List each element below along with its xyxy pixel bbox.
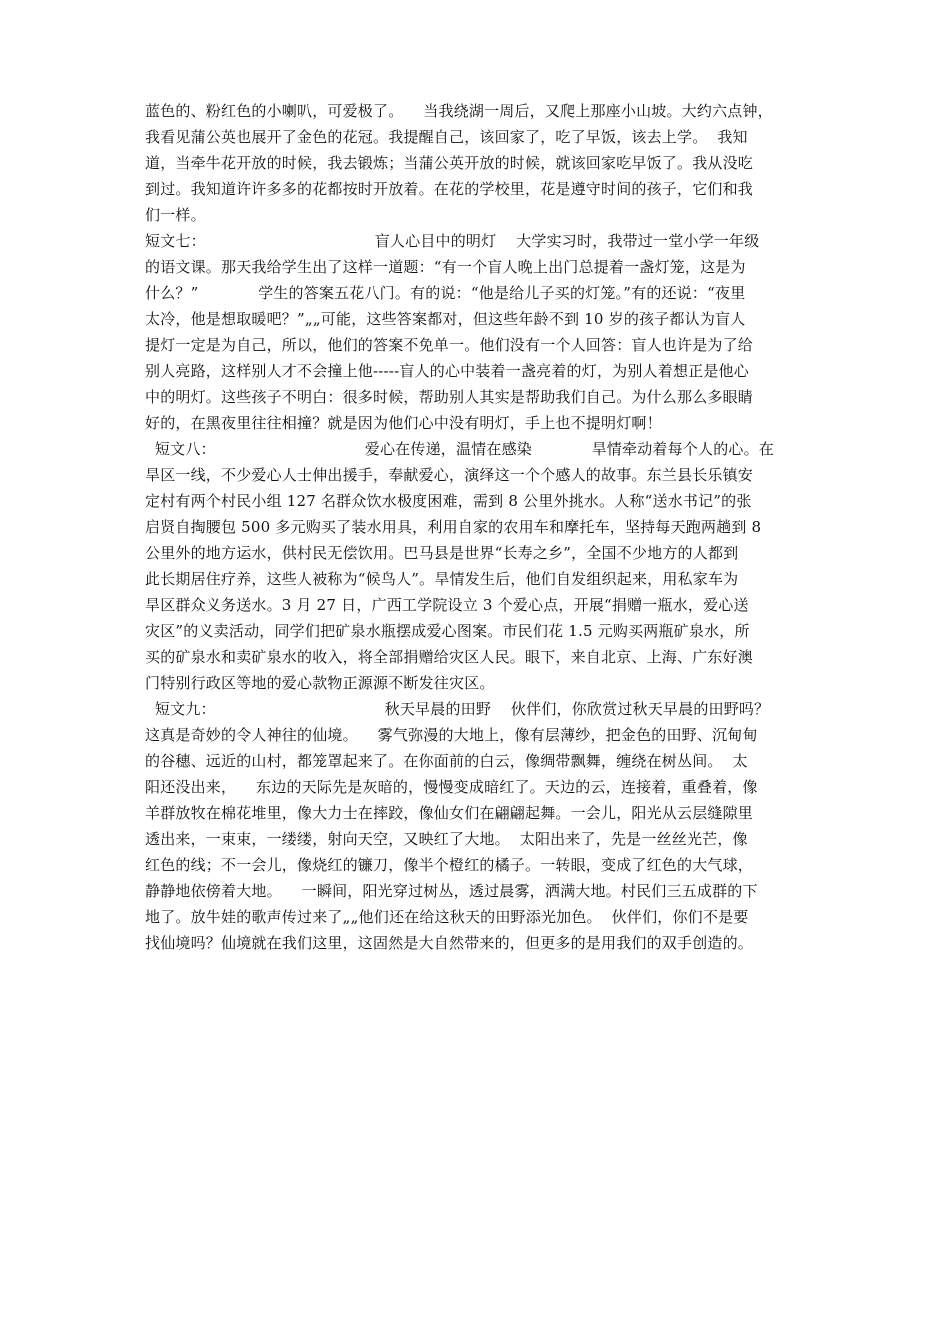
- text-line: 什么？” 学生的答案五花八门。有的说：“他是给儿子买的灯笼。”有的还说：“夜里: [145, 284, 746, 302]
- passage-heading-eight: 短文八： 爱心在传递，温情在感染 旱情牵动着每个人的心。在: [145, 440, 774, 458]
- text-line: 定村有两个村民小组 127 名群众饮水极度困难，需到 8 公里外挑水。人称“送水书记”的张: [145, 492, 752, 510]
- text-line: 到过。我知道许许多多的花都按时开放着。在花的学校里，花是遵守时间的孩子，它们和我: [145, 180, 754, 198]
- text-line: 中的明灯。这些孩子不明白：很多时候，帮助别人其实是帮助我们自己。为什么那么多眼睛: [145, 388, 754, 406]
- text-line: 启贤自掏腰包 500 多元购买了装水用具，利用自家的农用车和摩托车，坚持每天跑两趟到 8: [145, 518, 762, 536]
- text-line: 公里外的地方运水，供村民无偿饮用。巴马县是世界“长寿之乡”，全国不少地方的人都到: [145, 544, 739, 562]
- text-line: 阳还没出来， 东边的天际先是灰暗的，慢慢变成暗红了。天边的云，连接着，重叠着，像: [145, 778, 758, 796]
- text-line: 买的矿泉水和卖矿泉水的收入，将全部捐赠给灾区人民。眼下，来自北京、上海、广东好澳: [145, 648, 754, 666]
- text-line: 提灯一定是为自己，所以，他们的答案不免单一。他们没有一个人回答：盲人也许是为了给: [145, 336, 754, 354]
- text-line: 找仙境吗？仙境就在我们这里，这固然是大自然带来的，但更多的是用我们的双手创造的。: [145, 934, 754, 952]
- text-line: 们一样。: [145, 206, 206, 224]
- passage-heading-seven: 短文七： 盲人心目中的明灯 大学实习时，我带过一堂小学一年级: [145, 232, 760, 250]
- text-line: 我看见蒲公英也展开了金色的花冠。我提醒自己，该回家了，吃了早饭，该去上学。 我知: [145, 128, 748, 146]
- text-line: 这真是奇妙的令人神往的仙境。 雾气弥漫的大地上，像有层薄纱，把金色的田野、沉甸甸: [145, 726, 758, 744]
- text-line: 道，当牵牛花开放的时候，我去锻炼；当蒲公英开放的时候，就该回家吃早饭了。我从没吃: [145, 154, 754, 172]
- text-line: 地了。放牛娃的歌声传过来了„„他们还在给这秋天的田野添光加色。 伙伴们，你们不是要: [145, 908, 749, 926]
- text-line: 红色的线；不一会儿，像烧红的镰刀，像半个橙红的橘子。一转眼，变成了红色的大气球，: [145, 856, 754, 874]
- text-line: 的谷穗、远近的山村，都笼罩起来了。在你面前的白云，像绸带飘舞，缠绕在树丛间。 太: [145, 752, 748, 770]
- text-line: 静静地依傍着大地。 一瞬间，阳光穿过树丛，透过晨雾，洒满大地。村民们三五成群的下: [145, 882, 758, 900]
- passage-heading-nine: 短文九： 秋天早晨的田野 伙伴们，你欣赏过秋天早晨的田野吗？: [145, 700, 770, 718]
- text-line: 透出来，一束束，一缕缕，射向天空，又映红了大地。 太阳出来了，先是一丝丝光芒，像: [145, 830, 748, 848]
- text-line: 门特别行政区等地的爱心款物正源源不断发往灾区。: [145, 674, 495, 692]
- text-line: 蓝色的、粉红色的小喇叭，可爱极了。 当我绕湖一周后，又爬上那座小山坡。大约六点钟，: [145, 102, 773, 120]
- text-line: 此长期居住疗养，这些人被称为“候鸟人”。旱情发生后，他们自发组织起来，用私家车为: [145, 570, 739, 588]
- text-line: 好的，在黑夜里往往相撞？就是因为他们心中没有明灯，手上也不提明灯啊！: [145, 414, 662, 432]
- document-body: [145, 98, 815, 956]
- text-line: 太冷，他是想取暖吧？”„„可能，这些答案都对，但这些年龄不到 10 岁的孩子都认为盲人: [145, 310, 746, 328]
- text-line: 旱区一线，不少爱心人士伸出援手，奉献爱心，演绎这一个个感人的故事。东兰县长乐镇安: [145, 466, 754, 484]
- text-line: 别人亮路，这样别人才不会撞上他-----盲人的心中装着一盏亮着的灯，为别人着想正是他心: [145, 362, 749, 380]
- text-line: 羊群放牧在棉花堆里，像大力士在摔跤，像仙女们在翩翩起舞。一会儿，阳光从云层缝隙里: [145, 804, 754, 822]
- text-line: 的语文课。那天我给学生出了这样一道题：“有一个盲人晚上出门总提着一盏灯笼，这是为: [145, 258, 746, 276]
- text-line: 灾区”的义卖活动，同学们把矿泉水瓶摆成爱心图案。市民们花 1.5 元购买两瓶矿泉水，所: [145, 622, 750, 640]
- text-line: 旱区群众义务送水。3 月 27 日，广西工学院设立 3 个爱心点，开展“捐赠一瓶水，爱心送: [145, 596, 749, 614]
